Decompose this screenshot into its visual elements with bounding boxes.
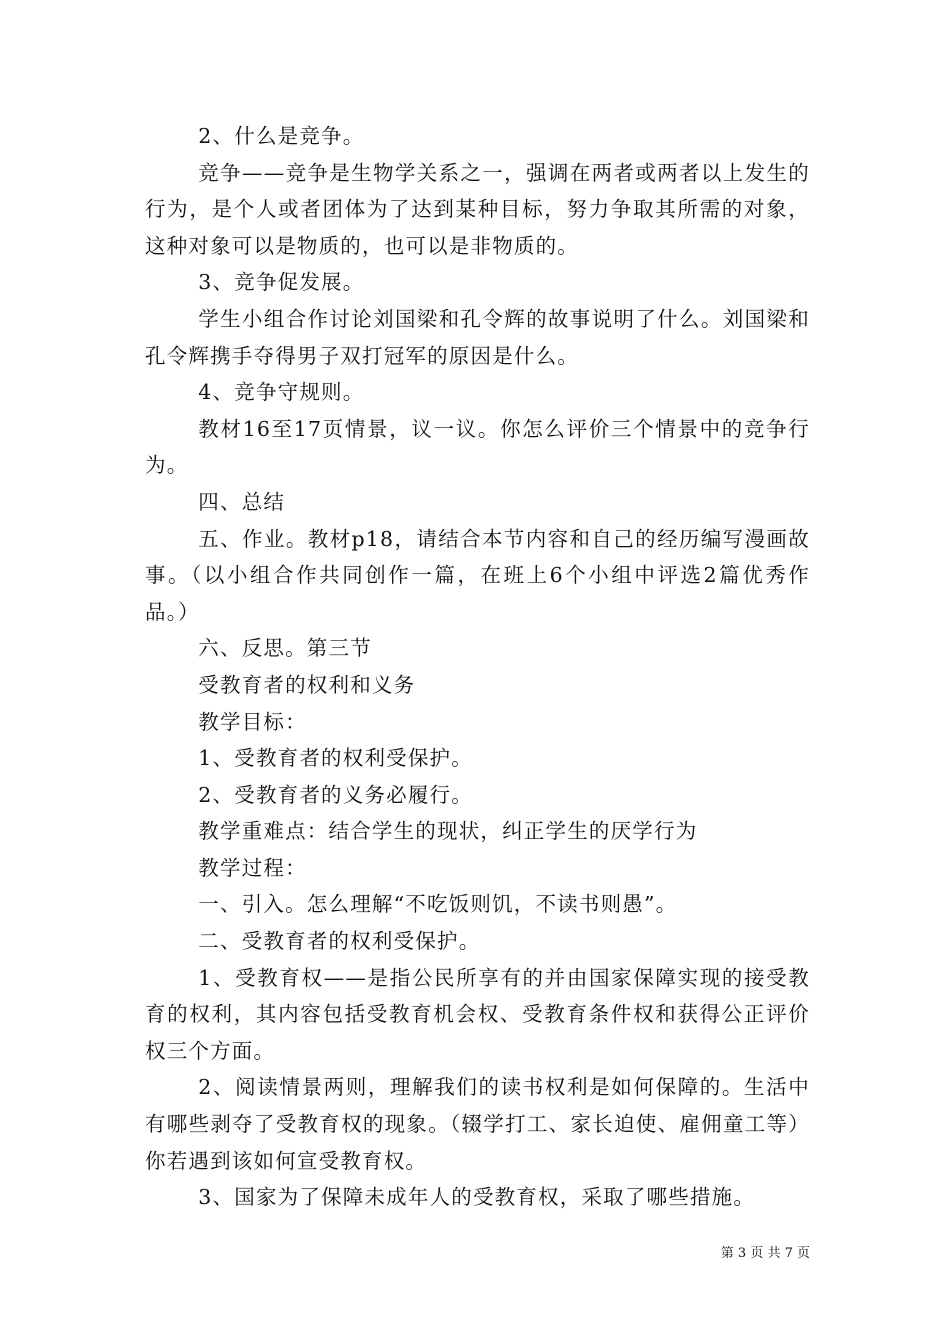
paragraph: 教学目标： (198, 709, 307, 734)
paragraph: 五、作业。教材p18，请结合本节内容和自己的经历编写漫画故事。（以小组合作共同创作一篇，在班上6个小组中评选2篇优秀作品。） (145, 526, 810, 624)
paragraph: 教学重难点：结合学生的现状，纠正学生的厌学行为 (198, 819, 698, 844)
paragraph: 4、竞争守规则。 (198, 380, 365, 405)
paragraph: 学生小组合作讨论刘国梁和孔令辉的故事说明了什么。刘国梁和孔令辉携手夺得男子双打冠军的原因是什么。 (145, 306, 810, 368)
paragraph: 受教育者的权利和义务 (198, 672, 416, 697)
paragraph: 3、竞争促发展。 (198, 270, 365, 295)
paragraph: 教学过程： (198, 855, 307, 880)
paragraph: 3、国家为了保障未成年人的受教育权，采取了哪些措施。 (198, 1185, 756, 1210)
page-number: 第 3 页 共 7 页 (720, 1246, 810, 1261)
paragraph: 1、受教育权——是指公民所享有的并由国家保障实现的接受教育的权利，其内容包括受教育机会权、受教育条件权和获得公正评价权三个方面。 (145, 965, 810, 1063)
paragraph: 四、总结 (198, 489, 286, 514)
paragraph: 2、什么是竞争。 (198, 124, 365, 148)
paragraph: 2、阅读情景两则，理解我们的读书权利是如何保障的。生活中有哪些剥夺了受教育权的现象。（辍学打工、家长迫使、雇佣童工等）你若遇到该如何宣受教育权。 (145, 1075, 810, 1173)
paragraph: 一、引入。怎么理解“不吃饭则饥，不读书则愚”。 (198, 892, 678, 917)
paragraph: 教材16至17页情景，议一议。你怎么评价三个情景中的竞争行为。 (145, 416, 810, 478)
paragraph: 二、受教育者的权利受保护。 (198, 929, 481, 954)
paragraph: 1、受教育者的权利受保护。 (198, 746, 473, 771)
paragraph: 竞争——竞争是生物学关系之一，强调在两者或两者以上发生的行为，是个人或者团体为了达到某种目标，努力争取其所需的对象，这种对象可以是物质的，也可以是非物质的。 (145, 160, 810, 258)
document-body (145, 118, 810, 1216)
paragraph: 六、反思。第三节 (198, 636, 372, 661)
paragraph: 2、受教育者的义务必履行。 (198, 782, 473, 807)
